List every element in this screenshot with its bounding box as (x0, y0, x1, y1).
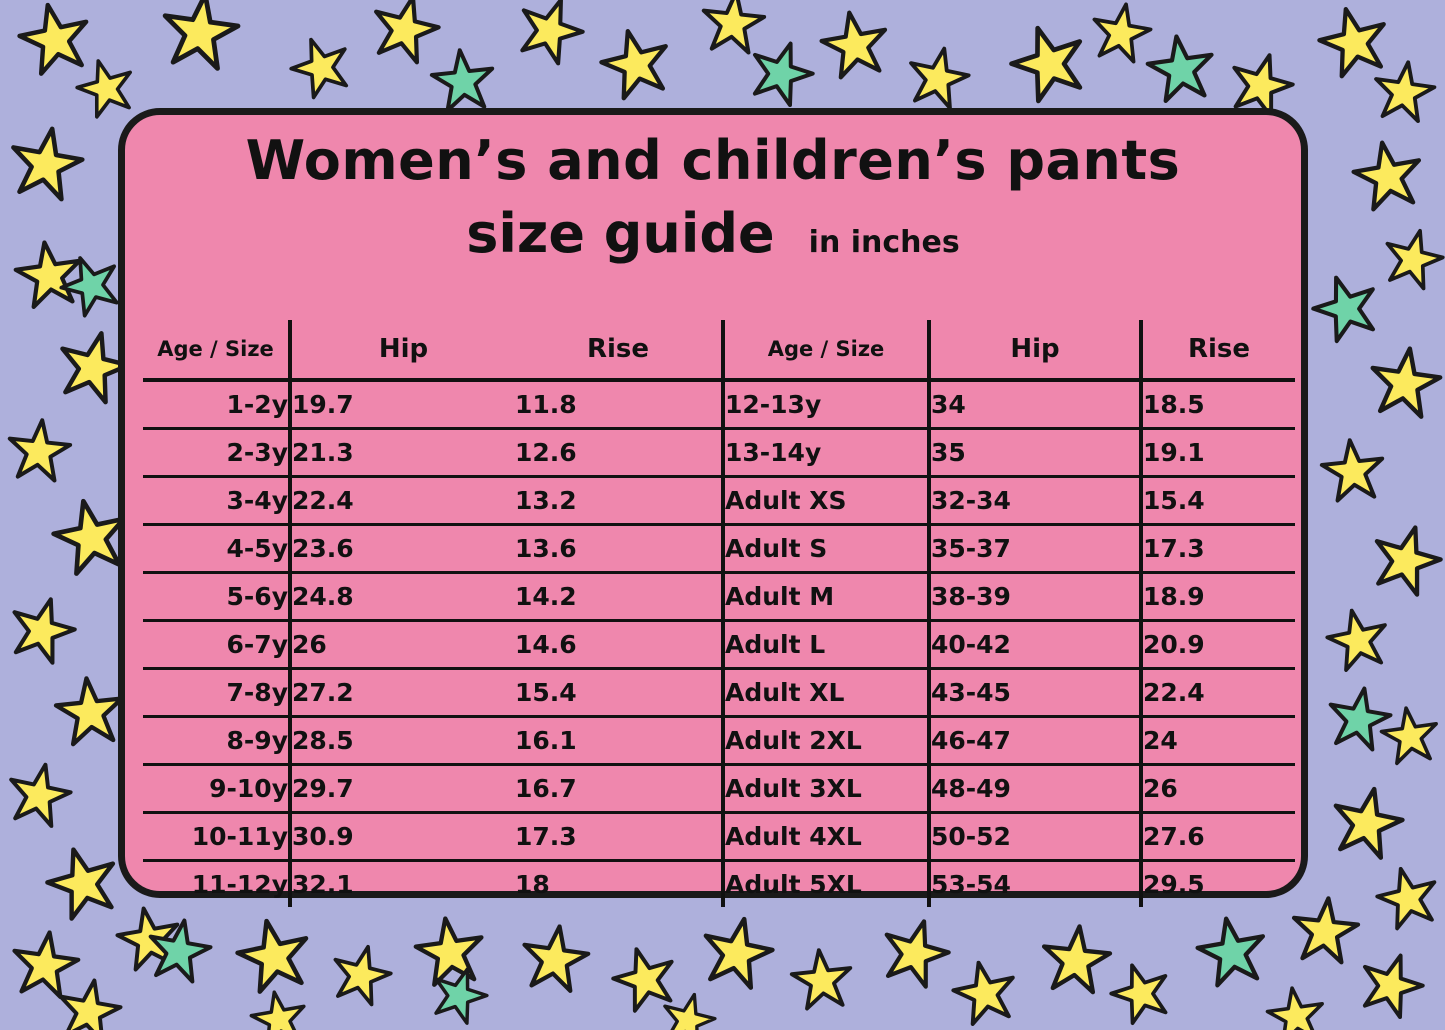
column-header-rise-left: Rise (515, 320, 723, 380)
star-icon (1321, 681, 1397, 757)
card-title-block (125, 115, 1301, 265)
cell-age-size-left: 6-7y (143, 621, 290, 669)
cell-age-size-right: Adult 3XL (723, 765, 929, 813)
star-icon (51, 973, 127, 1030)
star-icon (1085, 0, 1157, 69)
cell-hip-left: 24.8 (290, 573, 515, 621)
star-icon (1141, 29, 1220, 108)
cell-rise-left: 13.6 (515, 525, 723, 573)
table-body (143, 380, 1295, 907)
column-header-age-size-left: Age / Size (143, 320, 290, 380)
cell-rise-right: 27.6 (1141, 813, 1295, 861)
cell-hip-left: 22.4 (290, 477, 515, 525)
cell-rise-right: 29.5 (1143, 870, 1205, 899)
star-icon (900, 40, 976, 116)
star-icon (1310, 0, 1397, 86)
page-title-line-1: Women’s and children’s pants (245, 129, 1181, 192)
page-title-line-2-row (125, 202, 1301, 265)
table-header-row (143, 320, 1295, 380)
cell-rise-left: 18 (515, 861, 723, 908)
cell-hip-right: 34 (929, 380, 1141, 429)
table-header (143, 320, 1295, 380)
cell-rise-left: 12.6 (515, 429, 723, 477)
cell-age-size-left: 10-11y (143, 813, 290, 861)
star-icon (141, 913, 217, 989)
cell-rise-left: 11.8 (515, 380, 723, 429)
cell-age-size-left: 4-5y (143, 525, 290, 573)
cell-rise-right: 17.3 (1141, 525, 1295, 573)
star-icon (515, 919, 594, 998)
cell-rise-right: 18.5 (1141, 380, 1295, 429)
cell-hip-right: 53-54 (929, 861, 1141, 908)
cell-age-size-left: 9-10y (143, 765, 290, 813)
star-icon (69, 51, 143, 125)
cell-rise-left: 17.3 (515, 813, 723, 861)
star-icon (427, 45, 500, 118)
cell-rise-right: 24 (1141, 717, 1295, 765)
cell-hip-left: 27.2 (290, 669, 515, 717)
star-icon (693, 909, 781, 997)
cell-rise-left: 15.4 (515, 669, 723, 717)
star-icon (697, 0, 770, 59)
column-header-age-size-right: Age / Size (723, 320, 929, 380)
units-label: in inches (808, 224, 960, 260)
cell-age-size-left: 2-3y (143, 429, 290, 477)
star-icon (1262, 982, 1330, 1030)
star-icon (1346, 134, 1429, 217)
cell-hip-right: 35 (929, 429, 1141, 477)
star-icon (1102, 954, 1180, 1030)
cell-age-size-left: 7-8y (143, 669, 290, 717)
cell-age-size-right: Adult M (723, 573, 929, 621)
star-icon (872, 910, 959, 997)
column-header-hip-right: Hip (929, 320, 1141, 380)
star-icon (1036, 920, 1115, 999)
star-icon (1375, 221, 1445, 296)
star-icon (0, 588, 84, 672)
star-icon (654, 986, 722, 1030)
cell-hip-right: 35-37 (929, 525, 1141, 573)
cell-hip-right: 46-47 (929, 717, 1141, 765)
star-icon (3, 415, 76, 488)
star-icon (1363, 341, 1445, 425)
cell-age-size-left: 8-9y (143, 717, 290, 765)
star-icon (363, 0, 448, 71)
cell-hip-left: 32.1 (292, 870, 354, 899)
cell-rise-right: 26 (1141, 765, 1295, 813)
star-icon (0, 756, 78, 834)
star-icon (245, 985, 312, 1030)
cell-rise-right: 19.1 (1141, 429, 1295, 477)
cell-rise-right: 15.4 (1141, 477, 1295, 525)
cell-age-size-right: 12-13y (723, 380, 929, 429)
star-icon (1361, 515, 1445, 604)
column-header-hip-left: Hip (290, 320, 515, 380)
star-icon (1368, 56, 1440, 128)
cell-rise-left: 14.6 (515, 621, 723, 669)
star-icon (739, 31, 822, 114)
star-icon (592, 20, 679, 107)
table-row (143, 429, 1295, 477)
star-icon (1287, 893, 1364, 970)
cell-hip-right: 38-39 (929, 573, 1141, 621)
cell-rise-right: 20.9 (1141, 621, 1295, 669)
star-icon (604, 938, 686, 1020)
star-icon (1190, 910, 1273, 993)
cell-age-size-left: 3-4y (143, 477, 290, 525)
star-icon (1320, 602, 1396, 678)
star-icon (1376, 702, 1444, 770)
cell-hip-left: 26 (290, 621, 515, 669)
star-icon (281, 27, 360, 106)
cell-age-size-right: Adult XS (723, 477, 929, 525)
cell-hip-left: 30.9 (290, 813, 515, 861)
star-icon (155, 0, 245, 77)
cell-age-size-right: Adult S (723, 525, 929, 573)
cell-hip-right: 32-34 (929, 477, 1141, 525)
table-row (143, 717, 1295, 765)
cell-rise-right: 18.9 (1141, 573, 1295, 621)
star-icon (787, 945, 857, 1015)
star-icon (111, 901, 187, 977)
star-icon (422, 958, 495, 1030)
star-icon (1303, 265, 1389, 351)
cell-hip-right: 43-45 (929, 669, 1141, 717)
star-icon (1323, 779, 1411, 867)
cell-hip-left: 23.6 (290, 525, 515, 573)
cell-age-size-right: Adult 2XL (723, 717, 929, 765)
table-row (143, 861, 1295, 908)
table-row (143, 669, 1295, 717)
cell-age-size-left: 5-6y (143, 573, 290, 621)
star-icon (37, 837, 129, 929)
cell-age-size-left: 1-2y (143, 380, 290, 429)
cell-rise-right: 22.4 (1141, 669, 1295, 717)
cell-hip-left: 28.5 (290, 717, 515, 765)
star-icon (1369, 859, 1445, 937)
column-header-rise-right: Rise (1141, 320, 1295, 380)
cell-age-size-right: Adult 4XL (723, 813, 929, 861)
star-icon (1349, 943, 1432, 1026)
table-row (143, 477, 1295, 525)
cell-hip-left: 29.7 (290, 765, 515, 813)
size-guide-table (143, 320, 1295, 907)
star-icon (323, 937, 398, 1012)
cell-rise-left: 14.2 (515, 573, 723, 621)
cell-age-size-right: Adult 5XL (723, 861, 929, 908)
cell-rise-left: 13.2 (515, 477, 723, 525)
table-row (143, 621, 1295, 669)
size-guide-card (118, 108, 1308, 898)
star-icon (814, 4, 895, 85)
star-icon (229, 911, 319, 1001)
cell-hip-right: 48-49 (929, 765, 1141, 813)
table-row (143, 380, 1295, 429)
star-icon (946, 954, 1024, 1030)
star-icon (9, 235, 88, 314)
cell-age-size-right: Adult L (723, 621, 929, 669)
cell-age-size-left: 11-12y (143, 861, 290, 908)
cell-age-size-right: Adult XL (723, 669, 929, 717)
cell-hip-left: 19.7 (290, 380, 515, 429)
star-icon (1000, 14, 1098, 112)
table-row (143, 525, 1295, 573)
star-icon (11, 0, 99, 83)
star-icon (409, 911, 490, 992)
page-title-line-2: size guide (466, 201, 775, 265)
cell-hip-right: 50-52 (929, 813, 1141, 861)
star-icon (2, 120, 90, 208)
star-icon (5, 925, 84, 1004)
cell-rise-left: 16.1 (515, 717, 723, 765)
table-row (143, 573, 1295, 621)
cell-hip-right: 40-42 (929, 621, 1141, 669)
star-icon (1317, 435, 1390, 508)
table-row (143, 765, 1295, 813)
cell-hip-left: 21.3 (290, 429, 515, 477)
table-row (143, 813, 1295, 861)
cell-rise-left: 16.7 (515, 765, 723, 813)
star-icon (506, 0, 593, 74)
cell-age-size-right: 13-14y (723, 429, 929, 477)
